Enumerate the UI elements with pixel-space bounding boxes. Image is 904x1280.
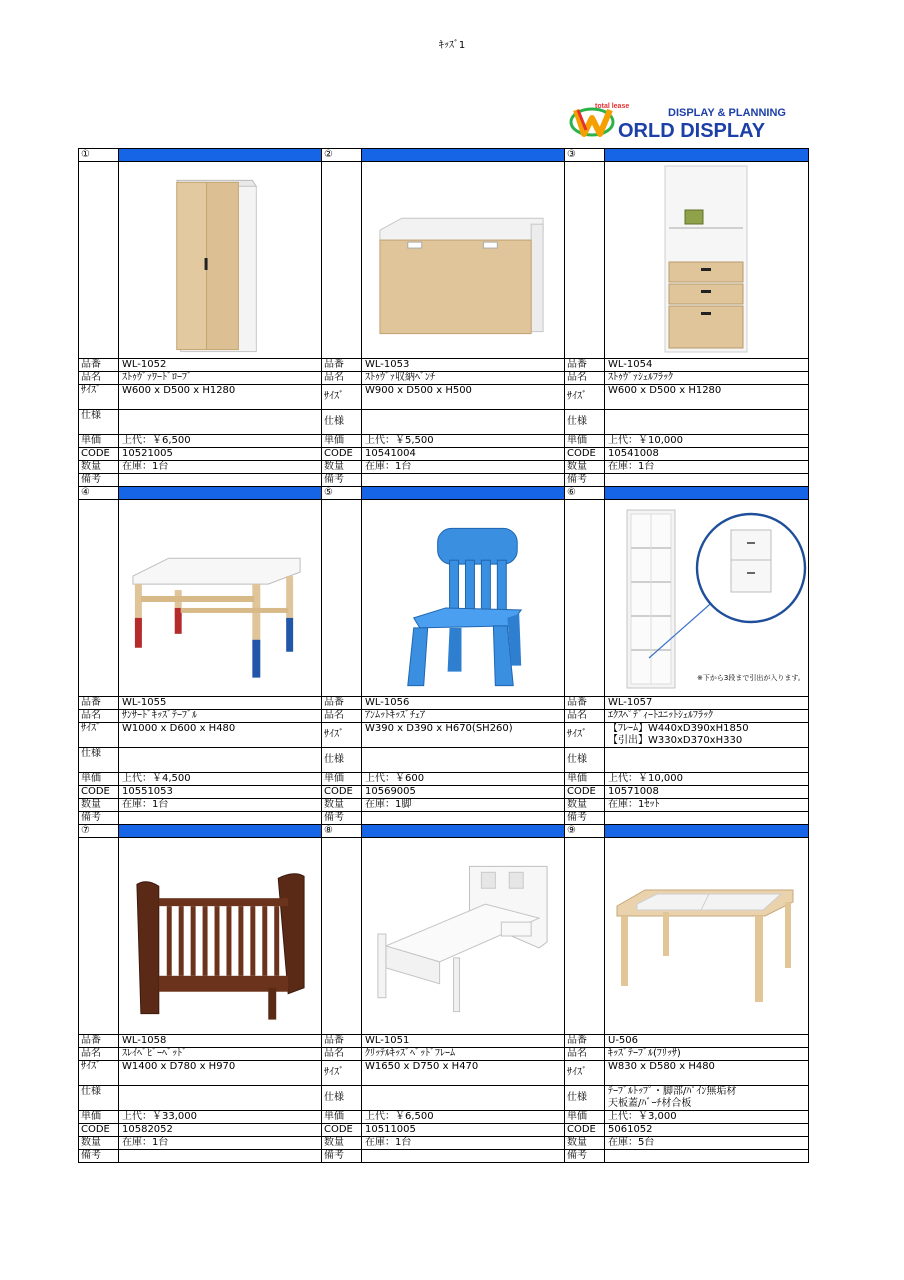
label-code: CODE bbox=[79, 1124, 119, 1137]
product-quantity: 在庫：1台 bbox=[119, 461, 322, 474]
product-name: ｷｯｽﾞﾃｰﾌﾞﾙ(ﾌﾘｯｻ) bbox=[605, 1048, 809, 1061]
label-name: 品名 bbox=[565, 372, 605, 385]
label-size: ｻｲｽﾞ bbox=[565, 385, 605, 410]
label-code: CODE bbox=[79, 786, 119, 799]
label-price: 単価 bbox=[565, 1111, 605, 1124]
label-qty: 数量 bbox=[79, 799, 119, 812]
product-name: ｽﾄｩｳﾞｧ収納ﾍﾞﾝﾁ bbox=[362, 372, 565, 385]
label-price: 単価 bbox=[565, 773, 605, 786]
product-header-bar bbox=[605, 487, 809, 500]
image-spacer bbox=[79, 500, 119, 697]
label-spec: 仕様 bbox=[322, 1086, 362, 1111]
label-size: ｻｲｽﾞ bbox=[79, 385, 119, 410]
product-name: ｽﾄｩｳﾞｧｼｪﾙﾌﾗｯｸ bbox=[605, 372, 809, 385]
product-price: 上代：￥33,000 bbox=[119, 1111, 322, 1124]
label-name: 品名 bbox=[322, 1048, 362, 1061]
label-code: CODE bbox=[322, 786, 362, 799]
product-code: WL-1055 bbox=[119, 697, 322, 710]
product-size: W600 x D500 x H1280 bbox=[119, 385, 322, 410]
product-image[interactable] bbox=[362, 162, 565, 359]
label-price: 単価 bbox=[79, 435, 119, 448]
product-code: WL-1053 bbox=[362, 359, 565, 372]
product-price: 上代：￥10,000 bbox=[605, 773, 809, 786]
catalog-table bbox=[78, 148, 809, 1163]
product-price: 上代：￥4,500 bbox=[119, 773, 322, 786]
product-stock-code: 10571008 bbox=[605, 786, 809, 799]
product-name: ｻﾝｻｰﾄﾞｷｯｽﾞﾃｰﾌﾞﾙ bbox=[119, 710, 322, 723]
label-code: CODE bbox=[565, 448, 605, 461]
product-quantity: 在庫：1脚 bbox=[362, 799, 565, 812]
label-note: 備考 bbox=[565, 1150, 605, 1163]
label-spec: 仕様 bbox=[79, 1086, 119, 1111]
label-note: 備考 bbox=[322, 1150, 362, 1163]
product-header-bar bbox=[362, 149, 565, 162]
product-quantity: 在庫：1台 bbox=[605, 461, 809, 474]
product-spec bbox=[119, 410, 322, 435]
label-name: 品名 bbox=[322, 372, 362, 385]
label-qty: 数量 bbox=[322, 461, 362, 474]
product-quantity: 在庫：1台 bbox=[119, 799, 322, 812]
product-spec-line: 天板蓋/ﾊﾞｰﾁ材合板 bbox=[608, 1098, 692, 1109]
label-name: 品名 bbox=[565, 1048, 605, 1061]
product-image[interactable] bbox=[119, 500, 322, 697]
product-spec bbox=[362, 410, 565, 435]
product-size: W1400 x D780 x H970 bbox=[119, 1061, 322, 1086]
label-spec: 仕様 bbox=[322, 748, 362, 773]
product-spec bbox=[605, 1086, 809, 1111]
product-number-badge: ① bbox=[79, 149, 119, 162]
product-number-badge: ⑥ bbox=[565, 487, 605, 500]
logo-brand: ORLD DISPLAY bbox=[618, 120, 766, 142]
label-spec: 仕様 bbox=[565, 410, 605, 435]
label-price: 単価 bbox=[322, 435, 362, 448]
product-header-bar bbox=[362, 825, 565, 838]
label-price: 単価 bbox=[79, 1111, 119, 1124]
product-size bbox=[605, 723, 809, 748]
product-size-line: 【引出】W330xD370xH330 bbox=[608, 735, 743, 746]
product-name: ｱﾝﾑｯﾄｷｯｽﾞﾁｪｱ bbox=[362, 710, 565, 723]
image-spacer bbox=[565, 500, 605, 697]
label-qty: 数量 bbox=[322, 1137, 362, 1150]
label-price: 単価 bbox=[322, 773, 362, 786]
label-size: ｻｲｽﾞ bbox=[322, 723, 362, 748]
product-code: WL-1052 bbox=[119, 359, 322, 372]
product-size: W830 x D580 x H480 bbox=[605, 1061, 809, 1086]
product-spec-line: ﾃｰﾌﾞﾙﾄｯﾌﾟ・脚部/ﾊﾟｲﾝ無垢材 bbox=[608, 1086, 737, 1097]
product-name: ｽﾄｩｳﾞｧﾜｰﾄﾞﾛｰﾌﾞ bbox=[119, 372, 322, 385]
product-spec bbox=[119, 748, 322, 773]
product-spec bbox=[119, 1086, 322, 1111]
label-size: ｻｲｽﾞ bbox=[79, 1061, 119, 1086]
product-price: 上代：￥600 bbox=[362, 773, 565, 786]
label-name: 品名 bbox=[79, 1048, 119, 1061]
product-note bbox=[362, 1150, 565, 1163]
label-price: 単価 bbox=[79, 773, 119, 786]
product-stock-code: 10582052 bbox=[119, 1124, 322, 1137]
label-size: ｻｲｽﾞ bbox=[322, 1061, 362, 1086]
label-note: 備考 bbox=[322, 812, 362, 825]
product-number-badge: ⑨ bbox=[565, 825, 605, 838]
product-size: W900 x D500 x H500 bbox=[362, 385, 565, 410]
product-price: 上代：￥3,000 bbox=[605, 1111, 809, 1124]
label-size: ｻｲｽﾞ bbox=[565, 1061, 605, 1086]
label-code: CODE bbox=[565, 786, 605, 799]
label-spec: 仕様 bbox=[79, 410, 119, 435]
label-num: 品番 bbox=[322, 1035, 362, 1048]
product-number-badge: ⑧ bbox=[322, 825, 362, 838]
product-code: WL-1051 bbox=[362, 1035, 565, 1048]
image-spacer bbox=[79, 838, 119, 1035]
label-note: 備考 bbox=[322, 474, 362, 487]
label-qty: 数量 bbox=[79, 1137, 119, 1150]
product-spec bbox=[362, 1086, 565, 1111]
product-note bbox=[605, 1150, 809, 1163]
label-spec: 仕様 bbox=[79, 748, 119, 773]
label-note: 備考 bbox=[565, 474, 605, 487]
product-price: 上代：￥6,500 bbox=[119, 435, 322, 448]
product-note bbox=[119, 474, 322, 487]
product-size: W1650 x D750 x H470 bbox=[362, 1061, 565, 1086]
product-spec bbox=[362, 748, 565, 773]
product-note bbox=[605, 812, 809, 825]
label-num: 品番 bbox=[79, 1035, 119, 1048]
label-num: 品番 bbox=[322, 697, 362, 710]
label-qty: 数量 bbox=[79, 461, 119, 474]
logo-tagline: DISPLAY & PLANNING bbox=[668, 107, 786, 119]
label-note: 備考 bbox=[565, 812, 605, 825]
label-num: 品番 bbox=[565, 697, 605, 710]
product-number-badge: ⑦ bbox=[79, 825, 119, 838]
image-spacer bbox=[565, 838, 605, 1035]
label-code: CODE bbox=[565, 1124, 605, 1137]
product-note bbox=[362, 474, 565, 487]
label-note: 備考 bbox=[79, 812, 119, 825]
image-spacer bbox=[79, 162, 119, 359]
label-price: 単価 bbox=[565, 435, 605, 448]
label-name: 品名 bbox=[565, 710, 605, 723]
shelf-caption: ※下から3段まで引出が入ります。 bbox=[697, 674, 805, 682]
image-spacer bbox=[565, 162, 605, 359]
product-name: ｴｸｽﾍﾟﾃﾞｨｰﾄﾕﾆｯﾄｼｪﾙﾌﾗｯｸ bbox=[605, 710, 809, 723]
product-number-badge: ② bbox=[322, 149, 362, 162]
product-image[interactable] bbox=[605, 838, 809, 1035]
product-quantity: 在庫：1台 bbox=[362, 461, 565, 474]
product-header-bar bbox=[119, 825, 322, 838]
label-note: 備考 bbox=[79, 1150, 119, 1163]
product-stock-code: 10521005 bbox=[119, 448, 322, 461]
product-stock-code: 10541004 bbox=[362, 448, 565, 461]
product-image[interactable] bbox=[362, 500, 565, 697]
page-title: ｷｯｽﾞ1 bbox=[438, 40, 466, 51]
product-code: WL-1054 bbox=[605, 359, 809, 372]
product-size: W600 x D500 x H1280 bbox=[605, 385, 809, 410]
label-qty: 数量 bbox=[565, 1137, 605, 1150]
product-quantity: 在庫：1台 bbox=[362, 1137, 565, 1150]
label-spec: 仕様 bbox=[322, 410, 362, 435]
product-stock-code: 5061052 bbox=[605, 1124, 809, 1137]
product-price: 上代：￥10,000 bbox=[605, 435, 809, 448]
product-code: WL-1057 bbox=[605, 697, 809, 710]
product-stock-code: 10551053 bbox=[119, 786, 322, 799]
product-header-bar bbox=[362, 487, 565, 500]
label-size: ｻｲｽﾞ bbox=[79, 723, 119, 748]
label-note: 備考 bbox=[79, 474, 119, 487]
label-code: CODE bbox=[322, 448, 362, 461]
product-image[interactable] bbox=[362, 838, 565, 1035]
label-num: 品番 bbox=[79, 697, 119, 710]
product-number-badge: ③ bbox=[565, 149, 605, 162]
label-name: 品名 bbox=[79, 710, 119, 723]
product-note bbox=[119, 1150, 322, 1163]
label-size: ｻｲｽﾞ bbox=[565, 723, 605, 748]
product-spec bbox=[605, 410, 809, 435]
product-image[interactable] bbox=[605, 162, 809, 359]
product-size-line: 【ﾌﾚｰﾑ】W440xD390xH1850 bbox=[608, 723, 749, 734]
product-note bbox=[362, 812, 565, 825]
label-qty: 数量 bbox=[322, 799, 362, 812]
image-spacer bbox=[322, 838, 362, 1035]
product-quantity: 在庫：1台 bbox=[119, 1137, 322, 1150]
label-spec: 仕様 bbox=[565, 1086, 605, 1111]
label-qty: 数量 bbox=[565, 799, 605, 812]
label-size: ｻｲｽﾞ bbox=[322, 385, 362, 410]
product-header-bar bbox=[119, 149, 322, 162]
image-spacer bbox=[322, 162, 362, 359]
product-code: WL-1058 bbox=[119, 1035, 322, 1048]
product-quantity: 在庫：1ｾｯﾄ bbox=[605, 799, 809, 812]
product-image[interactable] bbox=[119, 162, 322, 359]
product-size: W390 x D390 x H670(SH260) bbox=[362, 723, 565, 748]
product-header-bar bbox=[119, 487, 322, 500]
label-qty: 数量 bbox=[565, 461, 605, 474]
product-note bbox=[119, 812, 322, 825]
product-stock-code: 10511005 bbox=[362, 1124, 565, 1137]
image-spacer bbox=[322, 500, 362, 697]
label-name: 品名 bbox=[79, 372, 119, 385]
product-header-bar bbox=[605, 149, 809, 162]
label-code: CODE bbox=[79, 448, 119, 461]
product-price: 上代：￥6,500 bbox=[362, 1111, 565, 1124]
product-code: U-506 bbox=[605, 1035, 809, 1048]
product-image[interactable] bbox=[605, 500, 809, 697]
product-name: ｸﾘｯﾃﾙｷｯｽﾞﾍﾞｯﾄﾞﾌﾚｰﾑ bbox=[362, 1048, 565, 1061]
product-price: 上代：￥5,500 bbox=[362, 435, 565, 448]
product-stock-code: 10569005 bbox=[362, 786, 565, 799]
product-code: WL-1056 bbox=[362, 697, 565, 710]
product-spec bbox=[605, 748, 809, 773]
product-note bbox=[605, 474, 809, 487]
label-price: 単価 bbox=[322, 1111, 362, 1124]
label-num: 品番 bbox=[565, 359, 605, 372]
product-quantity: 在庫：5台 bbox=[605, 1137, 809, 1150]
product-size: W1000 x D600 x H480 bbox=[119, 723, 322, 748]
product-name: ｽﾚｲﾍﾞﾋﾞｰﾍﾞｯﾄﾞ bbox=[119, 1048, 322, 1061]
label-spec: 仕様 bbox=[565, 748, 605, 773]
logo-badge: total lease bbox=[595, 103, 630, 110]
label-code: CODE bbox=[322, 1124, 362, 1137]
product-number-badge: ⑤ bbox=[322, 487, 362, 500]
label-num: 品番 bbox=[565, 1035, 605, 1048]
product-header-bar bbox=[605, 825, 809, 838]
label-num: 品番 bbox=[322, 359, 362, 372]
product-number-badge: ④ bbox=[79, 487, 119, 500]
label-name: 品名 bbox=[322, 710, 362, 723]
product-stock-code: 10541008 bbox=[605, 448, 809, 461]
product-image[interactable] bbox=[119, 838, 322, 1035]
world-display-logo bbox=[568, 100, 808, 142]
product-catalog bbox=[78, 148, 808, 1163]
label-num: 品番 bbox=[79, 359, 119, 372]
